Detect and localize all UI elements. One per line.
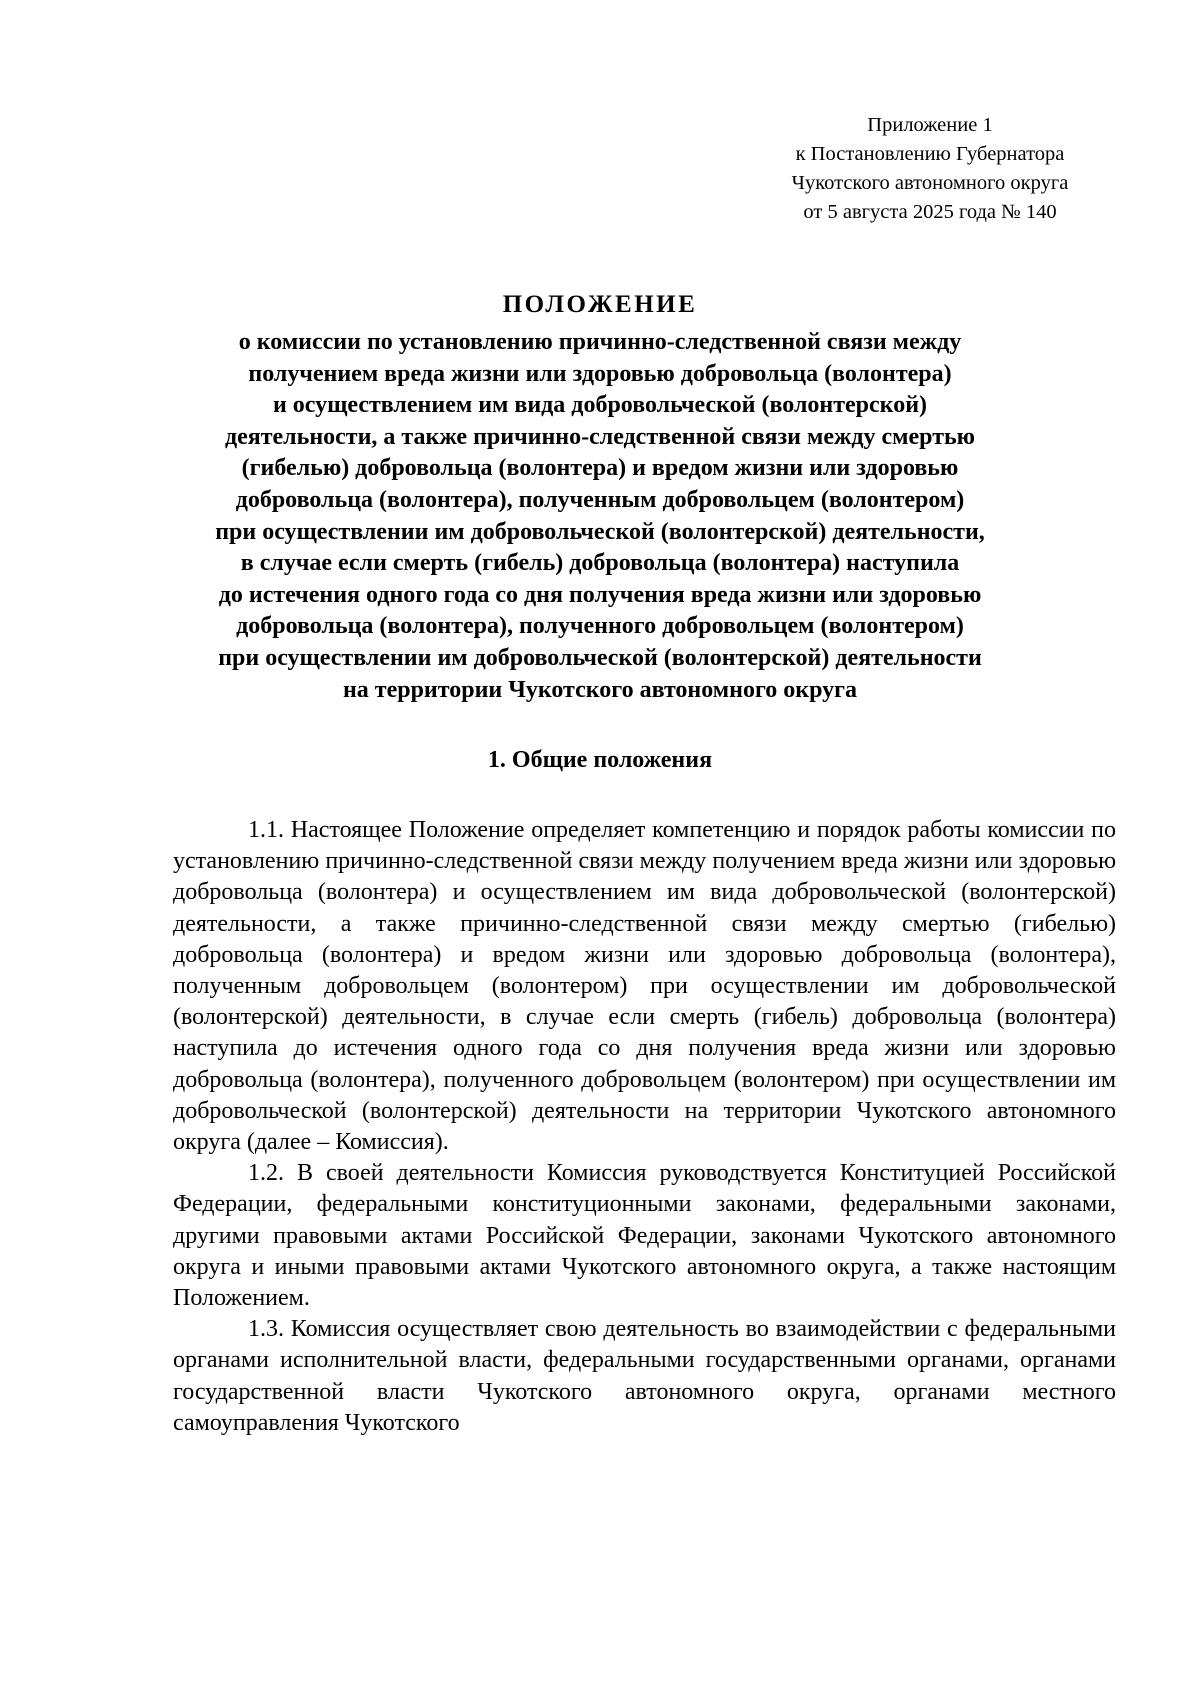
paragraph-1-1: 1.1. Настоящее Положение определяет компетенцию и порядок работы комиссии по установлению причинно-следственной связи между получением вреда жизни или здоровью добровольца (волонтера) и осуществлением им вида добровольческой (волонтерской) деятельности, а также причинно-следственной связи между смертью (гибелью) добровольца (волонтера) и вредом жизни или здоровью добровольца (волонтера), полученным добровольцем (волонтером) при осуществлении им добровольческой (волонтерской) деятельности, в случае если смерть (гибель) добровольца (волонтера) наступила до истечения одного года со дня получения вреда жизни или здоровью добровольца (волонтера), полученного добровольцем (волонтером) при осуществлении им добровольческой (волонтерской) деятельности на территории Чукотского автономного округа (далее – Комиссия).	[173, 817, 1116, 1156]
document-title: ПОЛОЖЕНИЕ	[502, 291, 698, 318]
appendix-header	[740, 111, 1120, 227]
paragraph-1-3: 1.3. Комиссия осуществляет свою деятельность во взаимодействии с федеральными органами исполнительной власти, федеральными государственными органами, органами государственной власти Чукотского автономного округа, органами местного самоуправления Чукотского	[173, 1316, 1116, 1436]
appendix-number: Приложение 1	[867, 114, 993, 136]
document-subtitle	[140, 327, 1060, 706]
section-body	[173, 815, 1116, 1439]
appendix-date: от 5 августа 2025 года № 140	[803, 201, 1057, 223]
subtitle-line: до истечения одного года со дня получения вреда жизни или здоровью	[218, 581, 982, 608]
subtitle-line: о комиссии по установлению причинно-следственной связи между	[238, 329, 962, 355]
subtitle-line: (гибелью) добровольца (волонтера) и вредом жизни или здоровью	[241, 455, 959, 482]
section-heading: 1. Общие положения	[487, 747, 713, 773]
subtitle-line: и осуществлением им вида добровольческой (волонтерской)	[272, 392, 928, 419]
subtitle-line: деятельности, а также причинно-следственной связи между смертью	[224, 423, 976, 450]
appendix-region: Чукотского автономного округа	[791, 172, 1069, 194]
subtitle-line: в случае если смерть (гибель) добровольца (волонтера) наступила	[240, 550, 960, 577]
subtitle-line: на территории Чукотского автономного округа	[342, 676, 858, 703]
appendix-reference: к Постановлению Губернатора	[795, 143, 1065, 165]
subtitle-line: добровольца (волонтера), полученным добровольцем (волонтером)	[235, 486, 965, 513]
subtitle-line: добровольца (волонтера), полученного добровольцем (волонтером)	[236, 613, 964, 640]
subtitle-line: при осуществлении им добровольческой (волонтерской) деятельности	[218, 644, 982, 671]
subtitle-line: при осуществлении им добровольческой (волонтерской) деятельности,	[215, 518, 985, 545]
paragraph-1-2: 1.2. В своей деятельности Комиссия руководствуется Конституцией Российской Федерации, федеральными конституционными законами, федеральными законами, другими правовыми актами Российской Федерации, законами Чукотского автономного округа и иными правовыми актами Чукотского автономного округа, а также настоящим Положением.	[173, 1160, 1116, 1312]
subtitle-line: получением вреда жизни или здоровью добровольца (волонтера)	[248, 360, 952, 387]
